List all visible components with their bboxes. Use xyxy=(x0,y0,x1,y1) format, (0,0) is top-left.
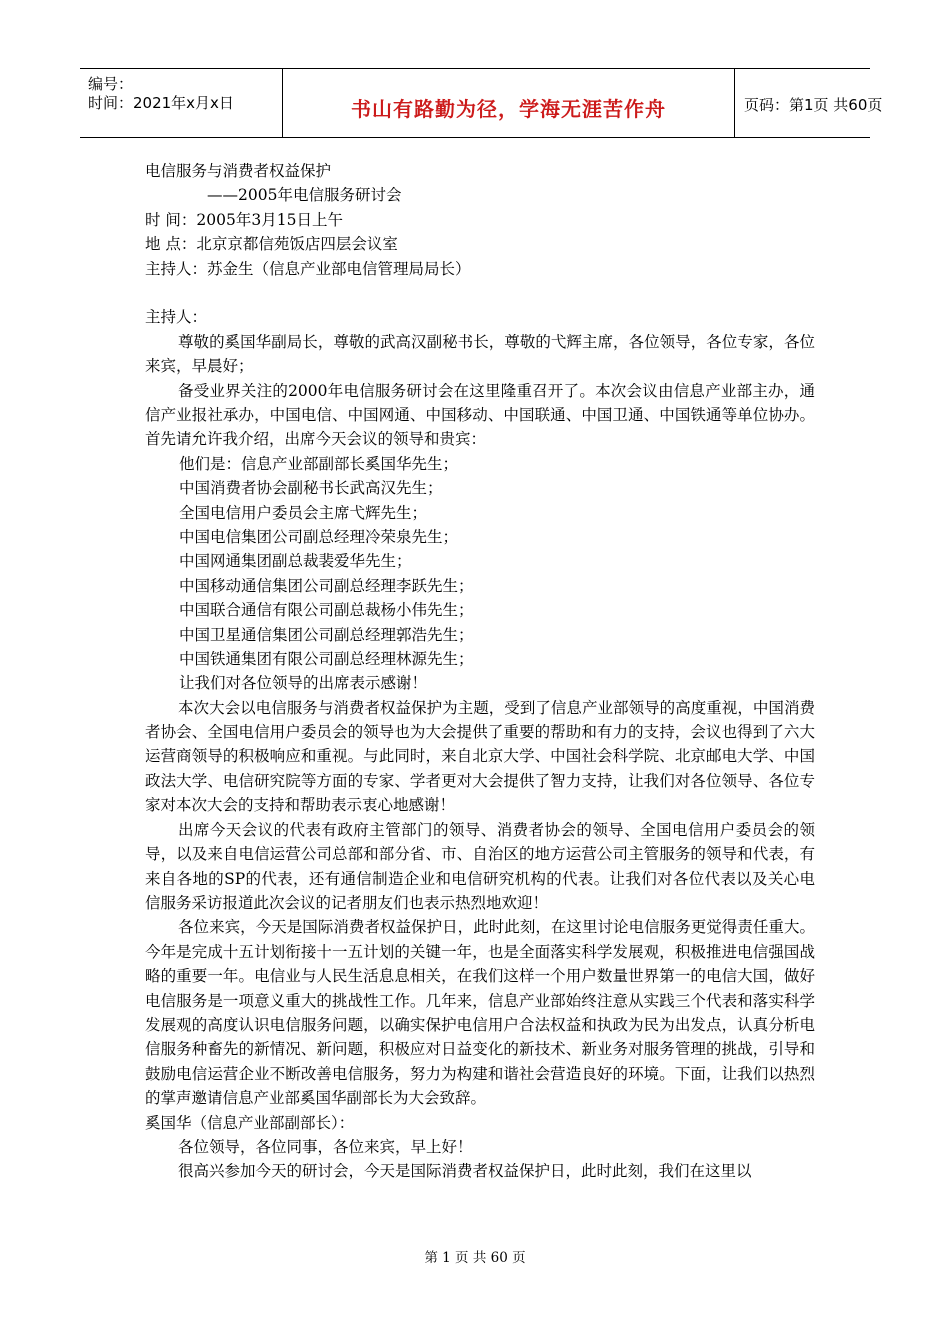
doc-subtitle: ——2005年电信服务研讨会 xyxy=(207,186,402,205)
guest-line: 中国卫星通信集团公司副总经理郭浩先生； xyxy=(179,625,474,644)
paragraph: 各位领导，各位同事，各位来宾，早上好！ xyxy=(178,1137,473,1156)
document-number: 编号： xyxy=(88,75,134,93)
guest-line: 中国电信集团公司副总经理冷荣泉先生； xyxy=(179,527,459,546)
guest-line: 中国铁通集团有限公司副总经理林源先生； xyxy=(179,649,474,668)
document-date: 时间：2021年x月x日 xyxy=(88,94,234,112)
paragraph: 很高兴参加今天的研讨会，今天是国际消费者权益保护日，此时此刻，我们在这里以 xyxy=(178,1162,752,1181)
meeting-place: 地 点：北京京都信苑饭店四层会议室 xyxy=(145,235,398,254)
guest-line: 中国网通集团副总裁裴爱华先生； xyxy=(179,552,412,571)
guest-line: 他们是：信息产业部副部长奚国华先生； xyxy=(179,454,459,473)
meeting-time: 时 间：2005年3月15日上午 xyxy=(145,210,343,229)
guest-line: 全国电信用户委员会主席弋辉先生； xyxy=(179,503,428,522)
header-page-number: 页码：第1页 共60页 xyxy=(744,96,883,114)
document-body xyxy=(145,159,815,1184)
motto: 书山有路勤为径，学海无涯苦作舟 xyxy=(351,97,666,121)
paragraph: 出席今天会议的代表有政府主管部门的领导、消费者协会的领导、全国电信用户委员会的领导，以及来自电信运营公司总部和部分省、市、自治区的地方运营公司主管服务的领导和代表，有来自各地的SP的代表，还有通信制造企业和电信研究机构的代表。让我们对各位代表以及关心电信服务采访报道此次会议的记者朋友们也表示热烈地欢迎！ xyxy=(145,820,815,912)
blank-line xyxy=(145,281,815,305)
meeting-host: 主持人：苏金生（信息产业部电信管理局局长） xyxy=(145,259,471,278)
footer-page-number: 第 1 页 共 60 页 xyxy=(424,1250,526,1266)
guest-line: 中国联合通信有限公司副总裁杨小伟先生； xyxy=(179,601,474,620)
speaker-label: 奚国华（信息产业部副部长）： xyxy=(145,1113,355,1132)
header-table xyxy=(80,68,883,138)
guest-line: 中国移动通信集团公司副总经理李跃先生； xyxy=(179,576,474,595)
speaker-label: 主持人： xyxy=(145,308,208,327)
paragraph: 本次大会以电信服务与消费者权益保护为主题，受到了信息产业部领导的高度重视，中国消费者协会、全国电信用户委员会的领导也为大会提供了重要的帮助和有力的支持，会议也得到了六大运营商领导的积极响应和重视。与此同时，来自北京大学、中国社会科学院、北京邮电大学、中国政法大学、电信研究院等方面的专家、学者更对大会提供了智力支持，让我们对各位领导、各位专家对本次大会的支持和帮助表示衷心地感谢！ xyxy=(145,698,815,815)
paragraph: 各位来宾，今天是国际消费者权益保护日，此时此刻，在这里讨论电信服务更觉得责任重大。今年是完成十五计划衔接十一五计划的关键一年，也是全面落实科学发展观，积极推进电信强国战略的重要一年。电信业与人民生活息息相关，在我们这样一个用户数量世界第一的电信大国，做好电信服务是一项意义重大的挑战性工作。几年来，信息产业部始终注意从实践三个代表和落实科学发展观的高度认识电信服务问题，以确实保护电信用户合法权益和执政为民为出发点，认真分析电信服务种畜先的新情况、新问题，积极应对日益变化的新技术、新业务对服务管理的挑战，引导和鼓励电信运营企业不断改善电信服务，努力为构建和谐社会营造良好的环境。下面，让我们以热烈的掌声邀请信息产业部奚国华副部长为大会致辞。 xyxy=(145,918,815,1108)
header-motto-cell xyxy=(283,69,735,137)
paragraph: 备受业界关注的2000年电信服务研讨会在这里隆重召开了。本次会议由信息产业部主办，通信产业报社承办，中国电信、中国网通、中国移动、中国联通、中国卫通、中国铁通等单位协办。首先请允许我介绍，出席今天会议的领导和贵宾： xyxy=(145,381,815,449)
header-page-cell xyxy=(735,69,883,137)
guest-line: 中国消费者协会副秘书长武高汉先生； xyxy=(179,479,443,498)
doc-title: 电信服务与消费者权益保护 xyxy=(145,162,332,180)
header-meta-cell xyxy=(80,69,283,137)
paragraph: 尊敬的奚国华副局长，尊敬的武高汉副秘书长，尊敬的弋辉主席，各位领导，各位专家，各位来宾，早晨好； xyxy=(145,332,815,376)
guest-line: 让我们对各位领导的出席表示感谢！ xyxy=(179,674,428,693)
